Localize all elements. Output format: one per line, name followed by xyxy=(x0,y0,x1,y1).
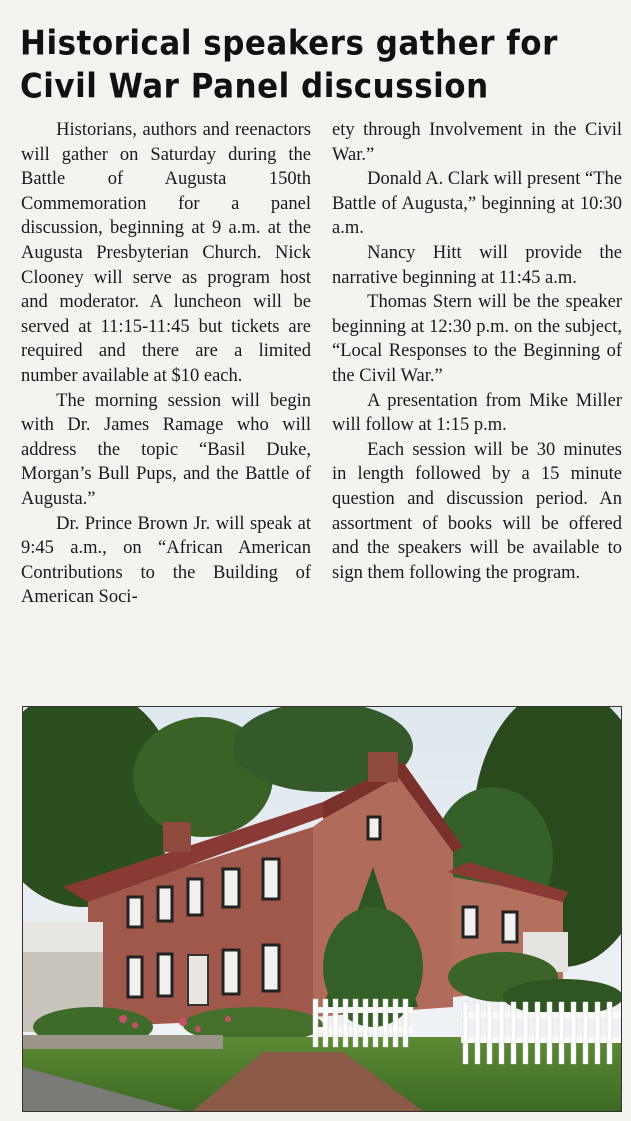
paragraph-hitt: Nancy Hitt will provide the narrative beginning at 11:45 a.m. xyxy=(332,242,622,288)
paragraph-brown: Dr. Prince Brown Jr. will speak at 9:45 a.m., on “African American Contributions to the Building of American Soci- xyxy=(21,513,311,608)
paragraph-clark: Donald A. Clark will present “The Battle of Augusta,” beginning at 10:30 a.m. xyxy=(332,169,622,239)
headline-line-1: Historical speakers gather for xyxy=(20,24,558,64)
paragraph-sessions: Each session will be 30 minutes in length followed by a 15 minute question and discussion period. An assortment of books will be offered and the speakers will be available to sign them following the program. xyxy=(332,439,622,583)
right-column xyxy=(332,118,622,585)
paragraph-miller: A presentation from Mike Miller will follow at 1:15 p.m. xyxy=(332,390,622,436)
headline-line-2: Civil War Panel discussion xyxy=(20,67,489,107)
paragraph-stern: Thomas Stern will be the speaker beginning at 12:30 p.m. on the subject, “Local Responses to the Beginning of the Civil War.” xyxy=(332,292,622,386)
house-photo xyxy=(22,706,622,1112)
paragraph-brown-continued: ety through Involvement in the Civil War.” xyxy=(332,120,622,165)
paragraph-intro: Historians, authors and reenactors will gather on Saturday during the Battle of Augusta 150th Commemoration for a panel discussion, beginning at 9 a.m. at the Augusta Presbyterian Church. Nick Clooney will serve as program host and moderator. A luncheon will be served at 11:15-11:45 but tickets are required and there are a limited number available at $10 each. xyxy=(21,120,311,386)
article-headline xyxy=(20,22,620,108)
paragraph-ramage: The morning session will begin with Dr. James Ramage who will address the topic “Basil Duke, Morgan’s Bull Pups, and the Battle of Augusta.” xyxy=(21,390,311,509)
left-column xyxy=(21,118,311,610)
historic-brick-house-image xyxy=(23,707,621,1111)
